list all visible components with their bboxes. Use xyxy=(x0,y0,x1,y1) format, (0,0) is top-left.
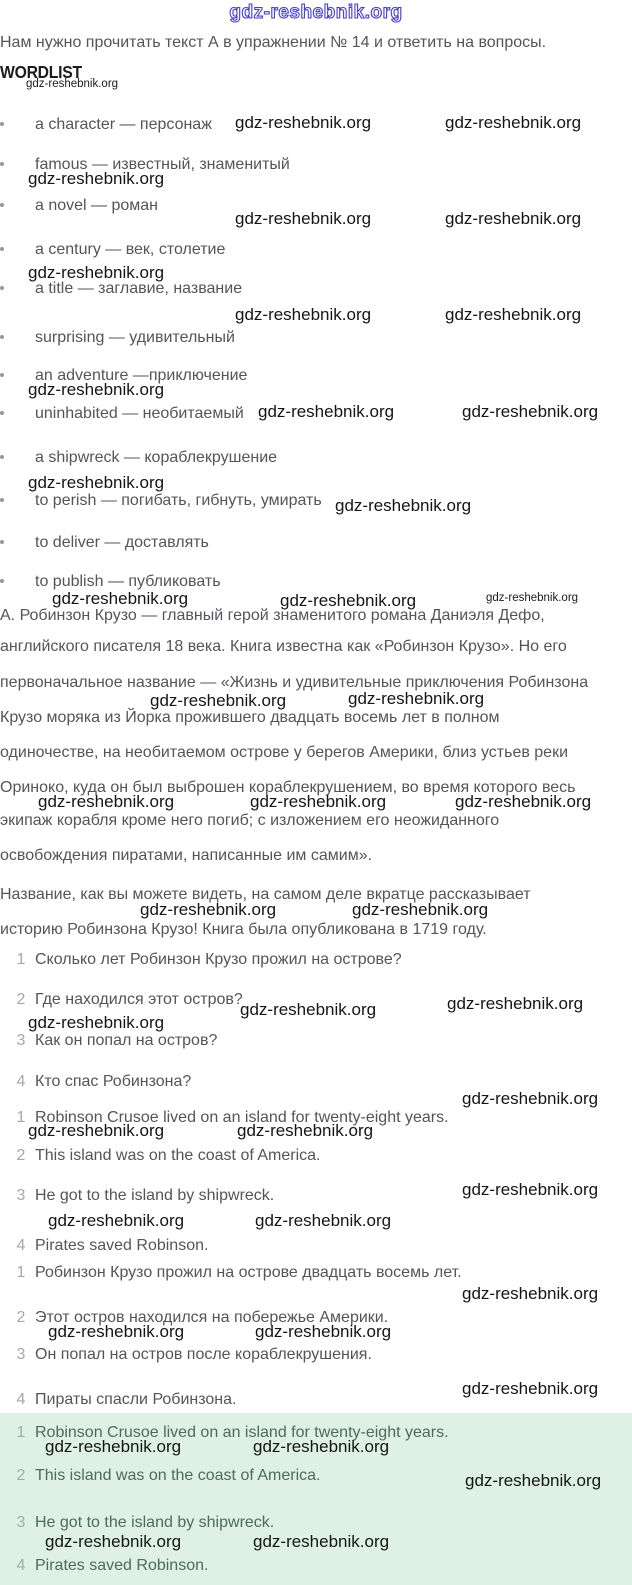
watermark: gdz-reshebnik.org xyxy=(445,305,582,324)
watermark: gdz-reshebnik.org xyxy=(445,209,582,228)
watermark: gdz-reshebnik.org xyxy=(26,78,119,90)
watermark: gdz-reshebnik.org xyxy=(352,900,489,919)
watermark: gdz-reshebnik.org xyxy=(237,1121,374,1140)
bullet-icon xyxy=(0,579,4,583)
watermark: gdz-reshebnik.org xyxy=(455,792,592,811)
watermark: gdz-reshebnik.org xyxy=(250,792,387,811)
watermark: gdz-reshebnik.org xyxy=(45,1437,182,1456)
watermark: gdz-reshebnik.org xyxy=(235,305,372,324)
watermark: gdz-reshebnik.org xyxy=(235,113,372,132)
watermark: gdz-reshebnik.org xyxy=(48,1322,185,1341)
watermark: gdz-reshebnik.org xyxy=(28,473,165,492)
answer-page: gdz-reshebnik.org Нам нужно прочитать текст А в упражнении № 14 и ответить на вопросы. WORDLIST gdz-reshebnik.org a character — персонаж gdz-reshebnik.org gdz-reshebnik.org famous — известный, знаменитый gdz-reshebnik.org a novel — роман gdz-reshebnik.org gdz-reshebnik.org a century — век, столетие gdz-reshebnik.org a title — заглавие, название gdz-reshebnik.org gdz-reshebnik.org surprising — удивительный an adventure —приключение gdz-reshebnik.org uninhabited — необитаемый gdz-reshebnik.org gdz-reshebnik.org a shipwreck — кораблекрушение gdz-reshebnik.org to perish — погибать, гибнуть, умирать gdz-reshebnik.org to deliver — доставлять to publish — публиковать gdz-reshebnik.org gdz-reshebnik.org gdz-reshebnik.org А. Робинзон Крузо — главный герой знаменитого романа Даниэля Дефо, английского писателя 18 века. Книга известна как «Робинзон Крузо». Но его первоначальное название — «Жизнь и удивительные приключения Робинзона gdz-reshebnik.org gdz-reshebnik.org Крузо моряка из Йорка прожившего двадцать восемь лет в полном одиночестве, на необитаемом острове у берегов Америки, близ устьев реки Ориноко, куда он был выброшен кораблекрушением, во время которого весь gdz-reshebnik.org gdz-reshebnik.org gdz-reshebnik.org экипаж корабля кроме него погиб; с изложением его неожиданного освобождения пиратами, написанные им самим». Название, как вы можете видеть, на самом деле вкратце рассказывает gdz-reshebnik.org gdz-reshebnik.org историю Робинзона Крузо! Книга была опубликована в 1719 году. 1 Сколько лет Робинзон Крузо прожил на острове? 2 Где находился этот остров? gdz-reshebnik.org gdz-reshebnik.org gdz-reshebnik.org 3 Как он попал на остров? 4 Кто спас Робинзона? gdz-reshebnik.org 1 Robinson Crusoe lived on an island for twenty-eight years. gdz-reshebnik.org gdz-reshebnik.org 2 This island was on the coast of America. gdz-reshebnik.org 3 He got to the island by shipwreck. gdz-reshebnik.org gdz-reshebnik.org 4 Pirates saved Robinson. 1 Робинзон Крузо прожил на острове двадцать восемь лет. gdz-reshebnik.org 2 Этот остров находился на побережье Америки. gdz-reshebnik.org gdz-reshebnik.org 3 Он попал на остров после кораблекрушения. gdz-reshebnik.org 4 Пираты спасли Робинзона. 1 Robinson Crusoe lived on an island for twenty-eight years. gdz-reshebnik.org gdz-reshebnik.org 2 This island was on the coast of America. gdz-reshebnik.org 3 He got to the island by shipwreck. gdz-reshebnik.org gdz-reshebnik.org 4 Pirates saved Robinson. xyxy=(0,0,632,1585)
watermark: gdz-reshebnik.org xyxy=(253,1532,390,1551)
watermark: gdz-reshebnik.org xyxy=(255,1322,392,1341)
watermark: gdz-reshebnik.org xyxy=(462,1379,599,1398)
watermark: gdz-reshebnik.org xyxy=(28,1013,165,1032)
watermark: gdz-reshebnik.org xyxy=(28,169,165,188)
watermark: gdz-reshebnik.org xyxy=(48,1211,185,1230)
bullet-icon xyxy=(0,540,4,544)
watermark: gdz-reshebnik.org xyxy=(45,1532,182,1551)
bullet-icon xyxy=(0,455,4,459)
bullet-icon xyxy=(0,286,4,290)
bullet-icon xyxy=(0,203,4,207)
bullet-icon xyxy=(0,498,4,502)
watermark: gdz-reshebnik.org xyxy=(486,592,579,604)
watermark: gdz-reshebnik.org xyxy=(240,1000,377,1019)
bullet-icon xyxy=(0,122,4,126)
watermark: gdz-reshebnik.org xyxy=(462,1089,599,1108)
bullet-icon xyxy=(0,247,4,251)
watermark: gdz-reshebnik.org xyxy=(465,1471,602,1490)
watermark: gdz-reshebnik.org xyxy=(28,1121,165,1140)
watermark: gdz-reshebnik.org xyxy=(235,209,372,228)
watermark: gdz-reshebnik.org xyxy=(150,691,287,710)
bullet-icon xyxy=(0,411,4,415)
watermark: gdz-reshebnik.org xyxy=(280,591,417,610)
watermark: gdz-reshebnik.org xyxy=(445,113,582,132)
watermark: gdz-reshebnik.org xyxy=(28,263,165,282)
watermark: gdz-reshebnik.org xyxy=(335,496,472,515)
bullet-icon xyxy=(0,373,4,377)
bullet-icon xyxy=(0,162,4,166)
watermark: gdz-reshebnik.org xyxy=(38,792,175,811)
watermark: gdz-reshebnik.org xyxy=(462,1284,599,1303)
wordlist-heading: WORDLIST xyxy=(0,62,82,82)
watermark: gdz-reshebnik.org xyxy=(462,402,599,421)
bullet-icon xyxy=(0,335,4,339)
site-watermark-header: gdz-reshebnik.org xyxy=(229,2,403,23)
watermark: gdz-reshebnik.org xyxy=(140,900,277,919)
watermark: gdz-reshebnik.org xyxy=(253,1437,390,1456)
watermark: gdz-reshebnik.org xyxy=(255,1211,392,1230)
watermark: gdz-reshebnik.org xyxy=(28,380,165,399)
watermark: gdz-reshebnik.org xyxy=(258,402,395,421)
watermark: gdz-reshebnik.org xyxy=(462,1180,599,1199)
watermark: gdz-reshebnik.org xyxy=(52,589,189,608)
watermark: gdz-reshebnik.org xyxy=(348,689,485,708)
watermark: gdz-reshebnik.org xyxy=(447,994,584,1013)
